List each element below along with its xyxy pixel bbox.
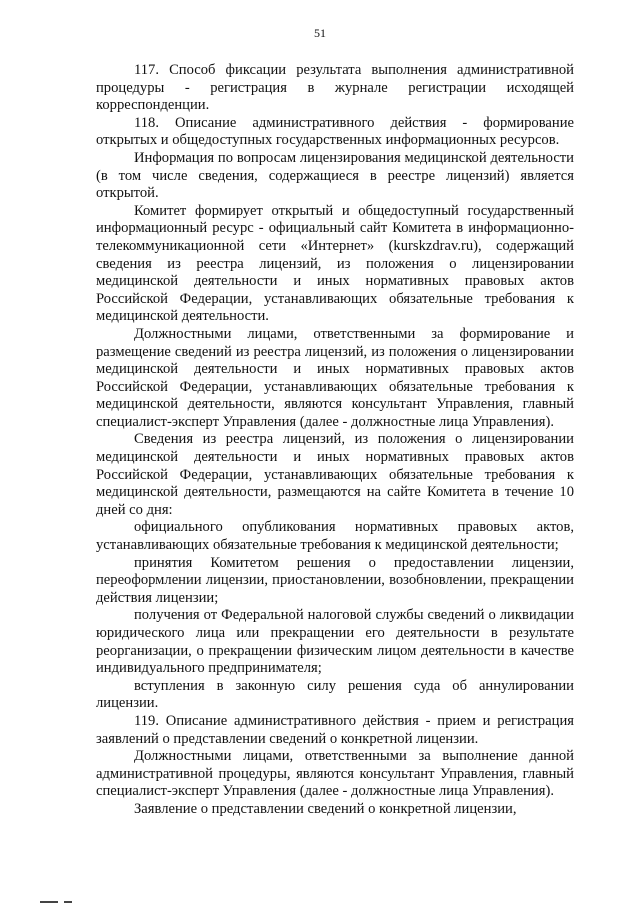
paragraph-118: 118. Описание административного действия - формирование открытых и общедоступных государственных информационных ресурсов. [96,114,574,149]
paragraph-officials-119: Должностными лицами, ответственными за выполнение данной административной процедуры, являются консультант Управления, главный специалист-эксперт Управления (далее - должностные лица Управления). [96,748,574,800]
body-text [96,62,574,819]
paragraph-119: 119. Описание административного действия - прием и регистрация заявлений о представлении сведений о конкретной лицензии. [96,712,574,747]
paragraph-committee-resource: Комитет формирует открытый и общедоступный государственный информационный ресурс - официальный сайт Комитета в информационно-телекоммуникационной сети «Интернет» (kurskzdrav.ru), содержащий сведения из реестра лицензий, из положения о лицензировании медицинской деятельности и иных нормативных правовых актов Российской Федерации, устанавливающих обязательные требования к медицинской деятельности. [96,202,574,325]
page-number: 51 [314,26,326,40]
list-item-tax-service: получения от Федеральной налоговой службы сведений о ликвидации юридического лица или прекращении его деятельности в результате реорганизации, о прекращении физическим лицом деятельности в качестве индивидуального предпринимателя; [96,607,574,677]
paragraph-application: Заявление о представлении сведений о конкретной лицензии, [134,800,517,817]
list-item-decision: принятия Комитетом решения о предоставлении лицензии, переоформлении лицензии, приостановлении, возобновлении, прекращении действия лицензии; [96,554,574,606]
paragraph-information-open: Информация по вопросам лицензирования медицинской деятельности (в том числе сведения, содержащиеся в реестре лицензий) является открытой. [96,149,574,202]
list-item-publication: официального опубликования нормативных правовых актов, устанавливающих обязательные требования к медицинской деятельности; [96,519,574,554]
paragraph-responsible-officials: Должностными лицами, ответственными за формирование и размещение сведений из реестра лицензий, из положения о лицензировании медицинской деятельности и иных нормативных правовых актов Российской Федерации, устанавливающих обязательные требования к медицинской деятельности, являются консультант Управления, главный специалист-эксперт Управления (далее - должностные лица Управления). [96,325,574,430]
list-item-court-decision: вступления в законную силу решения суда об аннулировании лицензии. [96,677,574,712]
paragraph-117: 117. Способ фиксации результата выполнения административной процедуры - регистрация в журнале регистрации исходящей корреспонденции. [96,62,574,114]
paragraph-registry-publication: Сведения из реестра лицензий, из положения о лицензировании медицинской деятельности и иных нормативных правовых актов Российской Федерации, устанавливающих обязательные требования к медицинской деятельности, размещаются на сайте Комитета в течение 10 дней со дня: [96,431,574,518]
scan-artifact [40,900,100,903]
